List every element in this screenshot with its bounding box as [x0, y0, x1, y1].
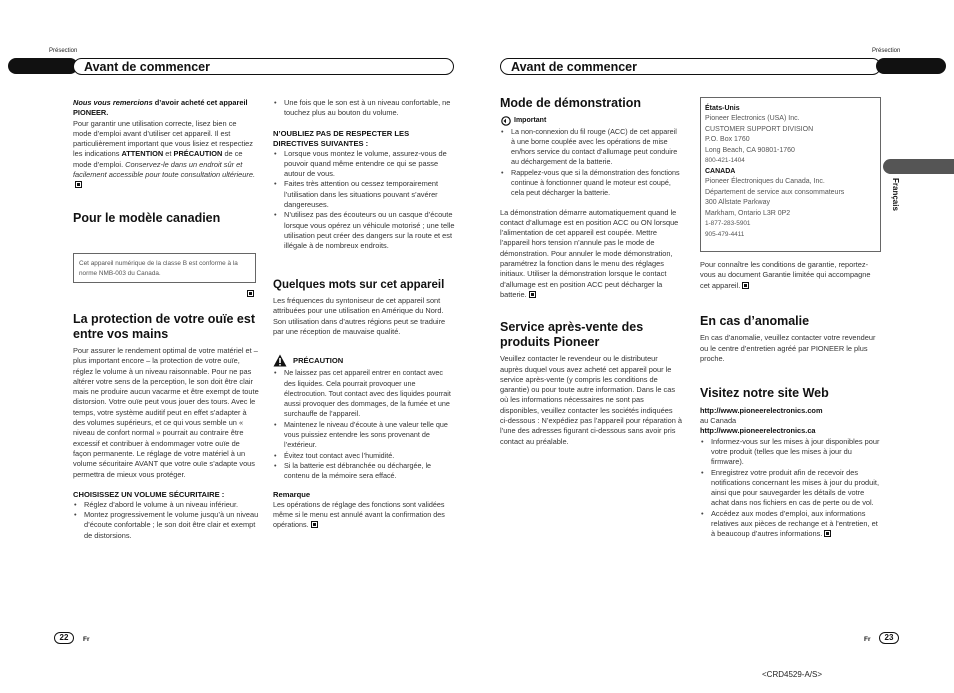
page-number-left: 22	[54, 632, 74, 644]
about-text: Les fréquences du syntoniseur de cet appareil sont attribuées pour une utilisation en Amérique du Nord. Son utilisation dans d’autres régions peut se traduire par une réception de mauvaise qualité.	[273, 296, 446, 336]
column-1	[73, 98, 256, 225]
list-item: • Lorsque vous montez le volume, assurez-vous de pouvoir quand même entendre ce qui se passe autour de vous.	[273, 149, 455, 180]
intro-connector: et	[163, 149, 174, 159]
attention-label: ATTENTION	[121, 149, 164, 159]
end-mark-icon	[529, 291, 536, 298]
note-heading: Remarque	[273, 489, 311, 499]
intro-emphasis: Nous vous remercions	[73, 98, 153, 107]
ca-label: CANADA	[705, 167, 736, 175]
important-header	[500, 116, 682, 127]
hearing-section	[73, 312, 259, 541]
list-item: • Informez-vous sur les mises à jour disponibles pour votre produit (telles que les mises à jour du firmware).	[700, 437, 882, 468]
demo-heading: Mode de démonstration	[500, 96, 641, 110]
trouble-heading: En cas d’anomalie	[700, 313, 810, 328]
website-link-us[interactable]: http://www.pioneerelectronics.com	[700, 405, 823, 415]
page-title-right: Avant de commencer	[511, 60, 637, 74]
list-item: • N’utilisez pas des écouteurs ou un casque d’écoute lorsque vous opérez un véhicule motorisé ; une telle utilisation peut créer des dangers sur la route et est illégale à de nombreux endroits.	[273, 210, 455, 251]
hearing-heading: La protection de votre ouïe est entre vos mains	[73, 312, 255, 341]
intro-text-2: de ce mode d’emploi.	[73, 149, 243, 169]
intro-paragraph	[73, 98, 256, 119]
phone-line: 800-421-1404	[705, 157, 745, 165]
intro-text: Pour garantir une utilisation correcte, lisez bien ce mode d’emploi avant d’utiliser cet appareil. Il est particulièrement important que vous lisiez et respectiez les indications	[73, 118, 253, 159]
address-line: Pioneer Électroniques du Canada, Inc.	[705, 177, 825, 185]
address-line: Long Beach, CA 90801-1760	[705, 146, 795, 154]
address-line: CUSTOMER SUPPORT DIVISION	[705, 125, 814, 133]
address-line: Pioneer Electronics (USA) Inc.	[705, 115, 800, 122]
about-heading: Quelques mots sur cet appareil	[273, 278, 445, 291]
language-tab	[883, 159, 954, 174]
page-number-right: 23	[879, 632, 899, 644]
lang-label-right: Fr	[864, 636, 871, 643]
service-heading: Service après-vente des produits Pioneer	[500, 320, 644, 349]
end-mark-icon	[824, 530, 831, 537]
service-text: Veuillez contacter le revendeur ou le distributeur auprès duquel vous avez acheté cet appareil pour le service après-vente (y compris les conditions de garantie) ou pour toute autre information. Dans le cas où les informations nécessaires ne sont pas disponibles, veuillez contacter les sociétés indiquées ci-dessous : N’expédiez pas l’appareil pour réparation à l’une des adresses figurant ci-dessous sans avoir pris contact au préalable.	[500, 354, 682, 446]
list-item: • Rappelez-vous que si la démonstration des fonctions continue à fonctionner quand le moteur est coupé, cela peut décharger la batterie.	[500, 168, 682, 199]
demo-text	[500, 208, 682, 301]
web-list	[700, 437, 882, 540]
intro-italic: Conservez-le dans un endroit sûr et facilement accessible pour toute consultation ultérieure.	[73, 159, 255, 180]
section-label-left: Présection	[49, 48, 78, 54]
address-line: Département de service aux consommateurs	[705, 188, 845, 196]
header-pill-right	[876, 58, 946, 74]
ca-address	[705, 177, 876, 241]
web-links	[700, 406, 882, 437]
list-item: • Si la batterie est débranchée ou déchargée, le contenu de la mémoire sera effacé.	[273, 461, 455, 482]
warning-icon	[273, 354, 287, 367]
address-line: Markham, Ontario L3R 0P2	[705, 209, 791, 217]
warranty-body: Pour connaître les conditions de garantie, reportez-vous au document Garantie limitée qui accompagne cet appareil.	[700, 260, 871, 290]
precaution-label: PRÉCAUTION	[173, 149, 223, 159]
caution-header	[273, 354, 455, 368]
intro-bold: d’avoir acheté cet appareil PIONEER.	[73, 98, 248, 118]
page-title-left: Avant de commencer	[84, 60, 210, 74]
trouble-text: En cas d’anomalie, veuillez contacter votre revendeur ou le centre d’entretien agréé par PIONEER le plus proche.	[700, 333, 876, 363]
demo-body: La démonstration démarre automatiquement quand le contact d’allumage est en position ACC ou ON lorsque l’alimentation de cet appareil est coupée. Mettre l’appareil hors tension n’annule pas le mode de démonstration. Pour annuler le mode démonstration, paramétrez la fonction dans le menu des réglages initiaux. Utiliser la démonstration lorsque le contact d’allumage est en position ACC peut décharger la batterie.	[500, 207, 679, 299]
warranty-text	[700, 260, 882, 291]
canada-heading: Pour le modèle canadien	[73, 210, 221, 225]
phone-line: 905-479-4411	[705, 230, 745, 238]
list-item: • Réglez d’abord le volume à un niveau inférieur.	[73, 500, 259, 510]
important-icon	[501, 116, 511, 126]
canada-notice-box	[73, 253, 256, 283]
important-list	[500, 127, 682, 199]
list-item: • Ne laissez pas cet appareil entrer en contact avec des liquides. Cela pourrait provoquer une électrocution. Tout contact avec des liquides pourrait aussi provoquer des dommages, de la fumée et une surchauffe de l’appareil.	[273, 368, 455, 419]
intro-body	[73, 119, 256, 191]
end-mark-icon	[742, 282, 749, 289]
column-3	[500, 96, 682, 447]
hearing-text: Pour assurer le rendement optimal de votre matériel et – plus important encore – la protection de votre ouïe, réglez le volume à un niveau raisonnable. Pour ne pas altérer votre sens de la perception, le son doit être clair mais ne produire aucun vacarme et être exempt de toute distorsion. Votre ouïe peut vous jouer des tours. Avec le temps, votre système auditif peut en effet s’adapter à des volumes supérieurs, et ce qui vous semble un « niveau de confort normal » pourrait au contraire être excessif et contribuer à endommager votre ouïe de façon permanente. Le réglage de votre matériel à un volume sécuritaire AVANT que votre ouïe s’adapte vous permettra de mieux vous protéger.	[73, 346, 259, 479]
list-item: • Évitez tout contact avec l’humidité.	[273, 451, 455, 461]
header-title-left	[73, 58, 454, 75]
end-mark-icon	[247, 290, 254, 297]
lang-label-left: Fr	[83, 636, 90, 643]
list-item	[700, 509, 882, 540]
column-2	[273, 98, 455, 530]
list-item: • Une fois que le son est à un niveau confortable, ne touchez plus au bouton du volume.	[273, 98, 455, 119]
section-label-right: Présection	[872, 48, 901, 54]
list-item-text: Accédez aux modes d’emploi, aux informations relatives aux pièces de rechange et à l’entretien, et à beaucoup d’autres informations.	[711, 508, 878, 539]
us-label: États-Unis	[705, 105, 740, 112]
address-line: P.O. Box 1760	[705, 136, 750, 144]
web-heading: Visitez notre site Web	[700, 386, 829, 401]
directives-heading: N’OUBLIEZ PAS DE RESPECTER LES DIRECTIVES SUIVANTES :	[273, 128, 410, 148]
header-pill-left	[8, 58, 78, 74]
contact-box	[700, 97, 881, 252]
note-body: Les opérations de réglage des fonctions sont validées même si le menu est annulé avant la confirmation des opérations.	[273, 499, 445, 530]
list-item: • Montez progressivement le volume jusqu’à un niveau d’écoute confortable ; le son doit être clair et exempt de distorsions.	[73, 510, 259, 541]
canada-notice-text: Cet appareil numérique de la classe B est conforme à la norme NMB-003 du Canada.	[79, 260, 238, 277]
volume-list	[73, 500, 259, 541]
canada-note: au Canada	[700, 416, 737, 426]
volume-list-cont	[273, 98, 455, 119]
caution-heading: PRÉCAUTION	[293, 356, 344, 366]
list-item: • Maintenez le niveau d’écoute à une valeur telle que vous puissiez entendre les sons provenant de l’extérieur.	[273, 420, 455, 451]
header-title-right	[500, 58, 881, 75]
phone-line: 1-877-283-5901	[705, 220, 751, 228]
list-item: • La non-connexion du fil rouge (ACC) de cet appareil à une borne couplée avec les opérations de mise en/hors service du contact d’allumage peut conduire au déchargement de la batterie.	[500, 127, 682, 168]
volume-heading: CHOISISSEZ UN VOLUME SÉCURITAIRE :	[73, 489, 225, 499]
column-4	[700, 260, 882, 540]
website-link-ca[interactable]: http://www.pioneerelectronics.ca	[700, 426, 816, 436]
address-line: 300 Allstate Parkway	[705, 199, 770, 207]
important-label: Important	[514, 116, 547, 124]
directives-list	[273, 149, 455, 252]
list-item: • Enregistrez votre produit afin de recevoir des notifications concernant les mises à jour du produit, ainsi que pour sauvegarder les détails de votre achat dans nos fichiers en cas de perte ou de vol.	[700, 468, 882, 509]
note-text	[273, 500, 455, 531]
caution-list	[273, 368, 455, 481]
document-code: <CRD4529-A/S>	[762, 670, 823, 679]
end-mark-icon	[311, 521, 318, 528]
list-item: • Faites très attention ou cessez temporairement l’utilisation dans les situations pouvant s’avérer dangereuses.	[273, 179, 455, 210]
language-label: Français	[890, 178, 900, 211]
us-address	[705, 114, 876, 167]
end-mark-icon	[75, 181, 82, 188]
